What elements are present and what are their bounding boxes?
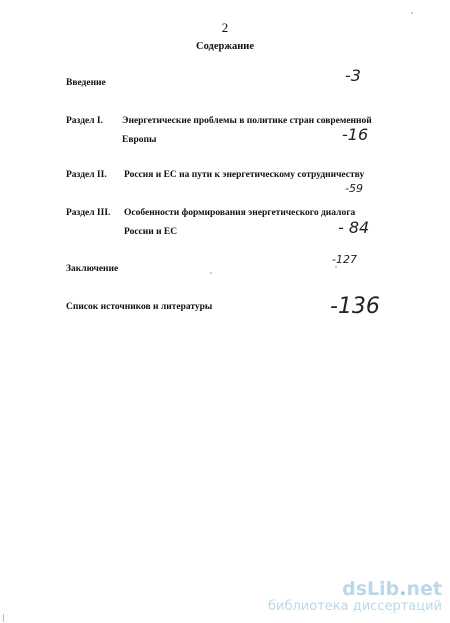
scan-speck [335,266,337,268]
scan-speck [411,12,413,14]
scan-speck [210,272,212,274]
toc-intro-label: Введение [66,78,106,88]
watermark [268,579,442,615]
page-number: 2 [221,20,229,35]
toc-section3-number: Раздел III. [66,208,111,218]
toc-section2-page: -59 [345,182,363,195]
toc-section2-line1: Россия и ЕС на пути к энергетическому сотрудничеству [124,170,365,180]
toc-section3-line1: Особенности формирования энергетического диалога [124,208,356,218]
toc-section2-number: Раздел II. [66,170,107,180]
scan-corner-mark: | [3,613,5,622]
toc-sources-label: Список источников и литературы [66,302,213,312]
toc-section1-page: -16 [342,125,369,144]
toc-intro-page: -3 [345,66,361,85]
toc-sources-page: -136 [330,294,380,319]
toc-section1-number: Раздел I. [66,116,103,126]
watermark-logo [268,579,442,599]
toc-conclusion-page: -127 [332,253,357,266]
page-title: Содержание [196,41,254,52]
toc-conclusion-label: Заключение [66,264,119,274]
toc-section1-line2: Европы [122,135,157,145]
watermark-logo-dot: . [399,578,407,600]
toc-section1-line1: Энергетические проблемы в политике стран современной [122,116,372,126]
watermark-logo-tld: net [406,578,442,600]
watermark-logo-main: dsLib [342,578,400,600]
toc-section3-page: - 84 [338,218,370,237]
toc-section3-line2: России и ЕС [124,227,178,237]
watermark-tagline: библиотека диссертаций [268,599,442,614]
